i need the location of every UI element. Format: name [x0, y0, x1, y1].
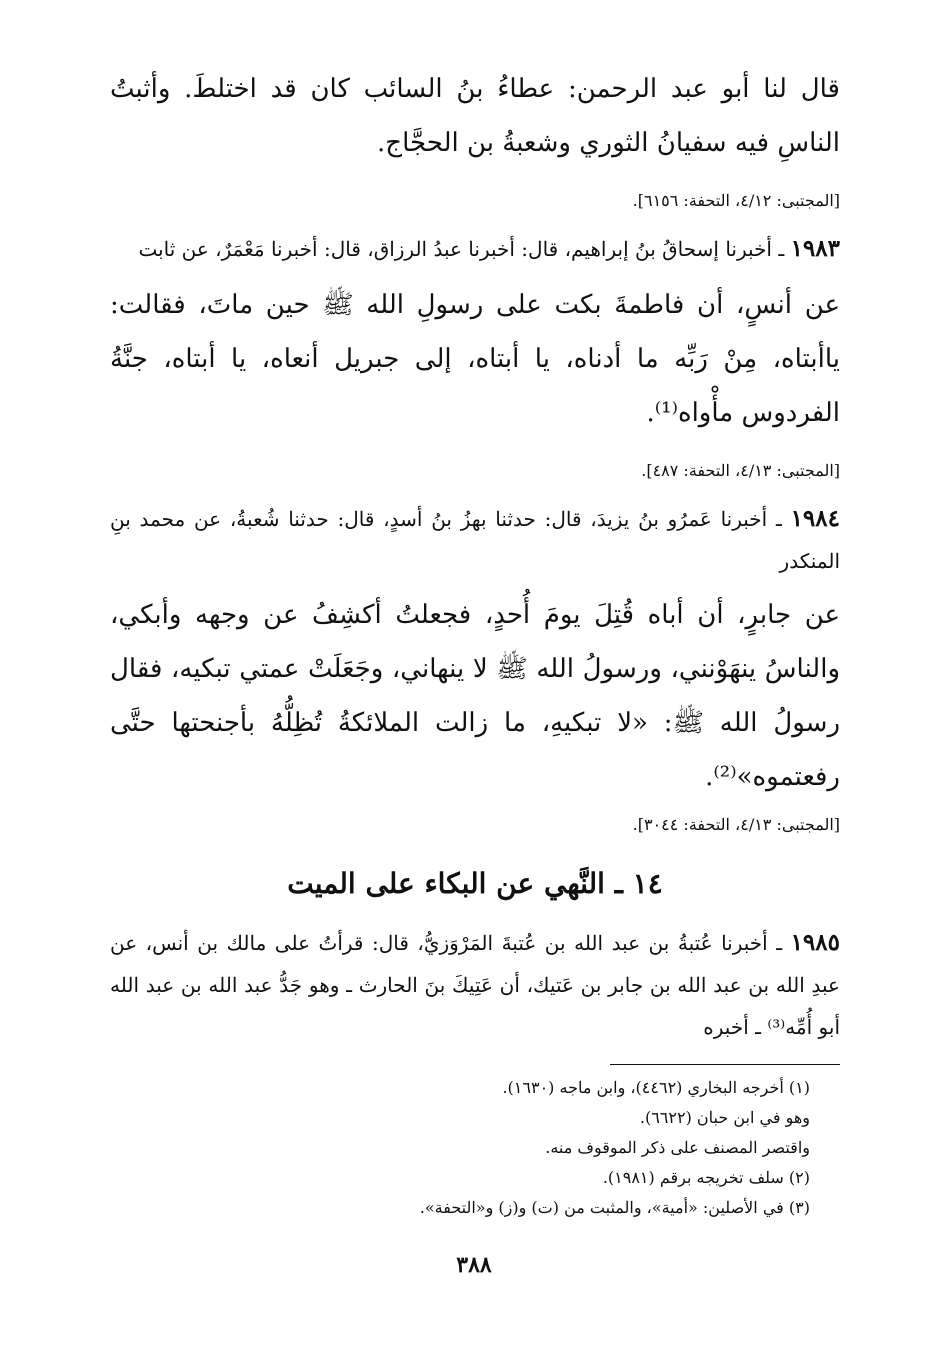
- intro-paragraph: قال لنا أبو عبد الرحمن: عطاءُ بنُ السائب كان قد اختلطَ. وأثبتُ الناسِ فيه سفيانُ الثوري وشعبةُ بن الحجَّاج.: [110, 74, 840, 158]
- footnote-line: (٢) سلف تخريجه برقم (١٩٨١).: [602, 1168, 810, 1187]
- isnad-text: ـ أخبرنا عُتبةُ بن عبد الله بن عُتبةَ المَرْوَزيُّ، قال: قرأتُ على مالك بن أنس، عن عبدِ الله بن عبد الله بن جابر بن عَتيك، أن عَتِيكَ بنَ الحارث ـ وهو جَدُّ عبد الله بن عبد الله أبو أُمِّه⁽³⁾ ـ أخبره: [110, 931, 840, 1039]
- hadith-1983-isnad: [110, 228, 840, 270]
- page-body: [110, 62, 840, 1322]
- isnad-text: ـ أخبرنا إسحاقُ بنُ إبراهيم، قال: أخبرنا عبدُ الرزاق، قال: أخبرنا مَعْمَرٌ، عن ثابت: [138, 237, 785, 261]
- footnote-line: (١) أخرجه البخاري (٤٤٦٢)، وابن ماجه (١٦٣٠).: [502, 1078, 810, 1097]
- footnote-line: (٣) في الأصلين: «أمية»، والمثبت من (ت) و(ز) و«التحفة».: [419, 1198, 810, 1217]
- page-number: ٣٨٨: [456, 1252, 492, 1278]
- hadith-number: ١٩٨٤: [790, 505, 840, 532]
- section-heading: ١٤ ـ النَّهي عن البكاء على الميت: [287, 867, 663, 900]
- hadith-1985-isnad: [110, 922, 840, 1048]
- footnote-divider: [610, 1064, 840, 1065]
- reference-1982: [المجتبى: ٤/١٢، التحفة: ٦١٥٦].: [632, 191, 840, 210]
- footnote-line: واقتصر المصنف على ذكر الموقوف منه.: [545, 1138, 810, 1157]
- hadith-1984-isnad: [110, 498, 840, 582]
- isnad-text: ـ أخبرنا عَمرُو بنُ يزيدَ، قال: حدثنا بهزُ بنُ أسدٍ، قال: حدثنا شُعبةُ، عن محمد بنِ المنكدر: [110, 507, 840, 573]
- footnote-line: وهو في ابن حبان (٦٦٢٢).: [639, 1108, 810, 1127]
- footnotes: [110, 1073, 840, 1223]
- hadith-number: ١٩٨٥: [790, 929, 840, 956]
- hadith-1984-matn: عن جابرٍ، أن أباه قُتِلَ يومَ أُحدٍ، فجعلتُ أكشِفُ عن وجهه وأبكي، والناسُ ينهَوْنني، ورسولُ الله ﷺ لا ينهاني، وجَعَلَتْ عمتي تبكيه، فقال رسولُ الله ﷺ: «لا تبكيهِ، ما زالت الملائكةُ تُظِلُّهُ بأجنحتها حتَّى رفعتموه»⁽²⁾.: [110, 600, 840, 792]
- hadith-1983-matn: عن أنسٍ، أن فاطمةَ بكت على رسولِ الله ﷺ حين ماتَ، فقالت: ياأبتاه، مِنْ رَبِّه ما أدناه، يا أبتاه، إلى جبريل أنعاه، يا أبتاه، جنَّةُ الفردوس مأْواه⁽¹⁾.: [110, 290, 840, 428]
- reference-1984: [المجتبى: ٤/١٣، التحفة: ٣٠٤٤].: [632, 815, 840, 834]
- reference-1983: [المجتبى: ٤/١٣، التحفة: ٤٨٧].: [641, 461, 840, 480]
- hadith-number: ١٩٨٣: [790, 235, 840, 262]
